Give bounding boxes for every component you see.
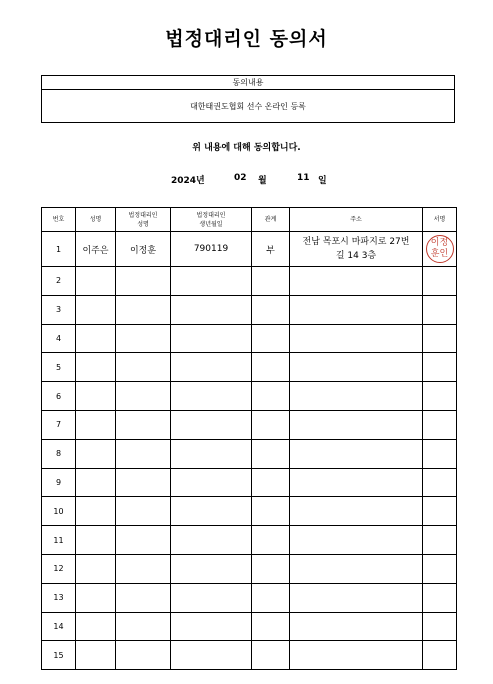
row-number: 7	[42, 410, 76, 439]
table-header-row	[42, 208, 457, 232]
table-row	[42, 267, 457, 296]
table-row	[42, 410, 457, 439]
table-row	[42, 468, 457, 497]
guardian-name: 이정훈	[116, 232, 171, 267]
row-number: 14	[42, 612, 76, 641]
row-number: 4	[42, 324, 76, 353]
consent-box	[41, 75, 455, 123]
row-number: 12	[42, 554, 76, 583]
consent-content: 대한태권도협회 선수 온라인 등록	[190, 102, 306, 111]
address-line2: 길 14 3층	[335, 251, 377, 261]
consent-table	[41, 207, 457, 670]
table-row	[42, 324, 457, 353]
row-number: 10	[42, 497, 76, 526]
row-number: 5	[42, 353, 76, 382]
agree-statement: 위 내용에 대해 동의합니다.	[192, 143, 301, 153]
table-row	[42, 583, 457, 612]
row-number: 3	[42, 295, 76, 324]
date-month-unit: 월	[258, 176, 267, 186]
table-row	[42, 612, 457, 641]
row-number: 6	[42, 382, 76, 411]
header-no: 번호	[42, 208, 76, 232]
header-guardian-dob-line1: 법정대리인	[196, 211, 226, 219]
document-title: 법정대리인 동의서	[165, 28, 328, 50]
table-row	[42, 497, 457, 526]
table-row	[42, 382, 457, 411]
table-row	[42, 554, 457, 583]
header-name: 성명	[76, 208, 116, 232]
seal-text-line2: 훈인	[430, 249, 449, 259]
table-row	[42, 295, 457, 324]
header-relation: 관계	[252, 208, 290, 232]
row-number: 1	[42, 232, 76, 267]
table-row	[42, 232, 457, 267]
header-signature: 서명	[423, 208, 457, 232]
guardian-dob: 790119	[171, 232, 252, 267]
header-guardian-dob-line2: 생년월일	[199, 220, 223, 228]
row-number: 2	[42, 267, 76, 296]
address-line1: 전남 목포시 마파지로 27번	[302, 237, 410, 247]
date-day: 11	[297, 173, 310, 183]
seal-stamp	[426, 235, 454, 263]
address	[290, 232, 423, 267]
header-guardian-name-line1: 법정대리인	[128, 211, 158, 219]
row-number: 13	[42, 583, 76, 612]
relation: 부	[252, 232, 290, 267]
table-row	[42, 526, 457, 555]
signature-cell	[423, 232, 457, 267]
header-guardian-name	[116, 208, 171, 232]
table-row	[42, 439, 457, 468]
table-row	[42, 353, 457, 382]
header-guardian-name-line2: 성명	[137, 220, 149, 228]
row-number: 8	[42, 439, 76, 468]
header-guardian-dob	[171, 208, 252, 232]
date-year: 2024년	[171, 176, 205, 186]
header-address: 주소	[290, 208, 423, 232]
row-number: 15	[42, 641, 76, 670]
row-number: 9	[42, 468, 76, 497]
table-row	[42, 641, 457, 670]
consent-header: 동의내용	[42, 76, 454, 90]
date-day-unit: 일	[318, 176, 327, 186]
date-month: 02	[234, 173, 247, 183]
row-number: 11	[42, 526, 76, 555]
member-name: 이주은	[76, 232, 116, 267]
seal-text-line1: 이정	[430, 238, 449, 248]
